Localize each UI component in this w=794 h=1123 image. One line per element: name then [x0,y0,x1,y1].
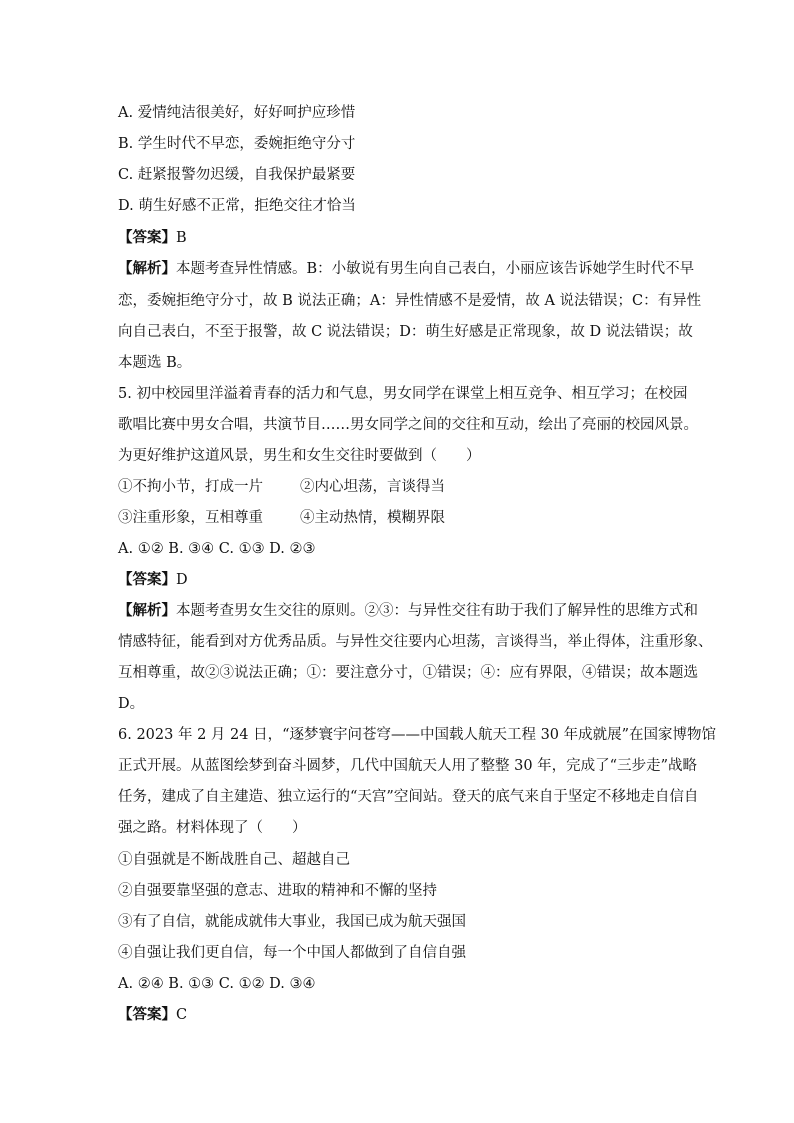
q5-analysis-label: 【解析】 [118,602,176,619]
q4-option-d: D. 萌生好感不正常，拒绝交往才恰当 [118,198,356,214]
q5-stem-line: 为更好维护这道风景，男生和女生交往时要做到（ ） [118,448,481,464]
q5-analysis-line [118,601,698,621]
q6-stem-line: 正式开展。从蓝图绘梦到奋斗圆梦，几代中国航天人用了整整 30 年，完成了“三步走”战略 [118,758,697,774]
q5-statement-4: ④主动热情，模糊界限 [300,510,445,526]
q6-stem-line: 6. 2023 年 2 月 24 日，“逐梦寰宇问苍穹——中国载人航天工程 30 年成就展”在国家博物馆 [118,727,717,743]
q5-choices: A. ①② B. ③④ C. ①③ D. ②③ [118,541,316,557]
q5-stem-line: 5. 初中校园里洋溢着青春的活力和气息，男女同学在课堂上相互竞争、相互学习；在校园 [118,386,688,402]
q6-stem-line: 强之路。材料体现了（ ） [118,820,307,836]
q4-option-a: A. 爱情纯洁很美好，好好呵护应珍惜 [118,105,356,121]
q5-answer-label: 【答案】 [118,571,176,588]
q5-statement-2: ②内心坦荡，言谈得当 [300,479,445,495]
q6-statement-3: ③有了自信，就能成就伟大事业，我国已成为航天强国 [118,914,466,930]
q5-analysis-line: D。 [118,696,145,712]
q6-answer-label: 【答案】 [118,1006,176,1023]
q5-analysis-line: 情感特征，能看到对方优秀品质。与异性交往要内心坦荡，言谈得当，举止得体，注重形象、 [118,634,713,650]
q5-analysis-text: 本题考查男女生交往的原则。②③：与异性交往有助于我们了解异性的思维方式和 [176,603,698,619]
q6-statement-4: ④自强让我们更自信，每一个中国人都做到了自信自强 [118,945,466,961]
q6-answer [118,1005,187,1025]
q6-answer-value: C [176,1007,188,1023]
q4-answer-label: 【答案】 [118,229,176,246]
q4-analysis-text: 本题考查异性情感。B：小敏说有男生向自己表白，小丽应该告诉她学生时代不早 [176,261,695,277]
q5-answer [118,570,188,590]
q4-analysis-label: 【解析】 [118,260,176,277]
q4-analysis-line: 向自己表白，不至于报警，故 C 说法错误；D：萌生好感是正常现象，故 D 说法错误；故 [118,324,693,340]
q6-stem-line: 任务，建成了自主建造、独立运行的“天宫”空间站。登天的底气来自于坚定不移地走自信自 [118,789,699,805]
q4-analysis-line [118,259,694,279]
q5-answer-value: D [176,572,188,588]
q4-answer [118,228,187,248]
q5-stem-line: 歌唱比赛中男女合唱，共演节目……男女同学之间的交往和互动，绘出了亮丽的校园风景。 [118,417,698,433]
q4-option-b: B. 学生时代不早恋，委婉拒绝守分寸 [118,136,356,152]
q6-choices: A. ②④ B. ①③ C. ①② D. ③④ [118,976,316,992]
q5-statement-3: ③注重形象，互相尊重 [118,510,263,526]
q4-answer-value: B [176,230,187,246]
q6-statement-1: ①自强就是不断战胜自己、超越自己 [118,852,350,868]
q4-analysis-line: 恋，委婉拒绝守分寸，故 B 说法正确；A：异性情感不是爱情，故 A 说法错误；C：有异性 [118,293,702,309]
q6-statement-2: ②自强要靠坚强的意志、进取的精神和不懈的坚持 [118,883,437,899]
q4-analysis-line: 本题选 B。 [118,355,192,371]
q4-option-c: C. 赶紧报警勿迟缓，自我保护最紧要 [118,167,356,183]
q5-analysis-line: 互相尊重，故②③说法正确；①：要注意分寸，①错误；④：应有界限，④错误；故本题选 [118,665,698,681]
q5-statement-1: ①不拘小节，打成一片 [118,479,263,495]
